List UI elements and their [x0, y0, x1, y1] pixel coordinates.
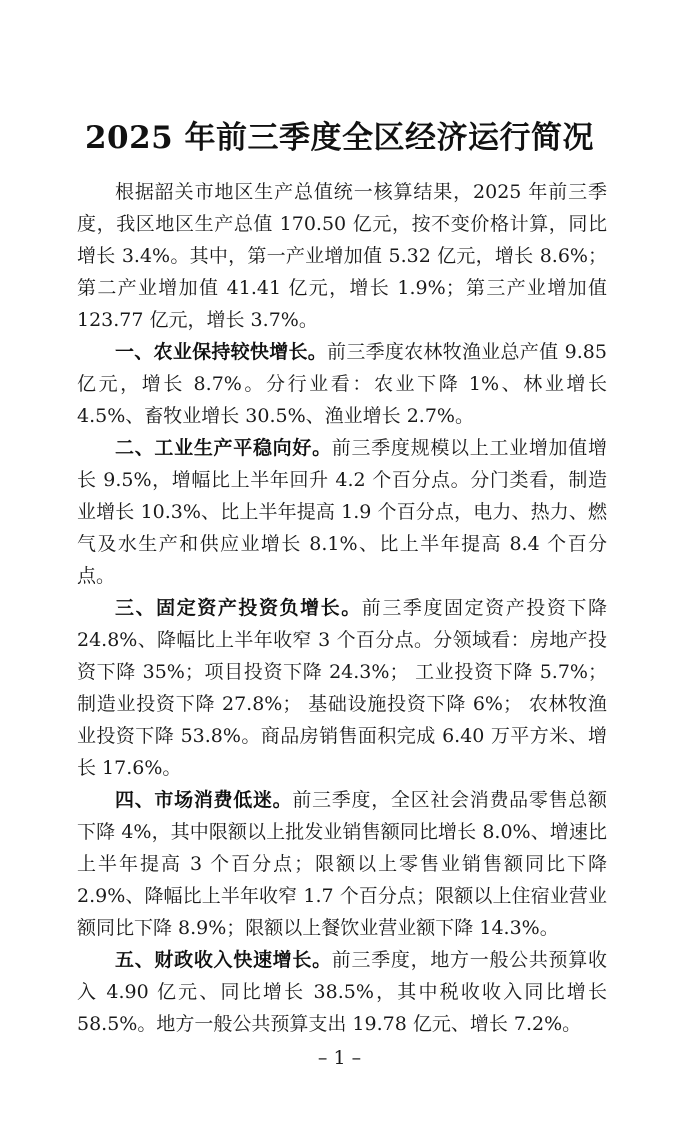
section-heading: 一、农业保持较快增长。	[115, 341, 328, 363]
intro-paragraph: 根据韶关市地区生产总值统一核算结果，2025 年前三季度，我区地区生产总值 170.50 亿元，按不变价格计算，同比增长 3.4%。其中，第一产业增加值 5.32 亿元，增长 8.6%；第二产业增加值 41.41 亿元，增长 1.9%；第三产业增加值 123.77 亿元，增长 3.7%。	[77, 181, 607, 331]
section-heading: 三、固定资产投资负增长。	[115, 597, 362, 619]
page-number: – 1 –	[317, 1047, 362, 1069]
section-fixed-investment	[77, 592, 607, 784]
section-text: 前三季度，地方一般公共预算收入 4.90 亿元、同比增长 38.5%，其中税收收入同比增长 58.5%。地方一般公共预算支出 19.78 亿元、增长 7.2%。	[77, 949, 607, 1035]
section-heading: 五、财政收入快速增长。	[115, 949, 332, 971]
section-heading: 四、市场消费低迷。	[115, 789, 293, 811]
section-consumption	[77, 784, 607, 944]
section-text: 前三季度农林牧渔业总产值 9.85 亿元，增长 8.7%。分行业看：农业下降 1%、林业增长 4.5%、畜牧业增长 30.5%、渔业增长 2.7%。	[77, 341, 607, 427]
section-text: 前三季度规模以上工业增加值增长 9.5%，增幅比上半年回升 4.2 个百分点。分门类看，制造业增长 10.3%、比上半年提高 1.9 个百分点，电力、热力、燃气及水生产和供应业增长 8.1%、比上半年提高 8.4 个百分点。	[77, 437, 607, 587]
section-text: 前三季度，全区社会消费品零售总额下降 4%，其中限额以上批发业销售额同比增长 8.0%、增速比上半年提高 3 个百分点；限额以上零售业销售额同比下降 2.9%、降幅比上半年收窄 1.7 个百分点；限额以上住宿业营业额同比下降 8.9%；限额以上餐饮业营业额下降 14.3%。	[77, 789, 607, 939]
section-heading: 二、工业生产平稳向好。	[115, 437, 332, 459]
section-text: 前三季度固定资产投资下降 24.8%、降幅比上半年收窄 3 个百分点。分领域看：房地产投资下降 35%；项目投资下降 24.3%； 工业投资下降 5.7%；制造业投资下降 27.8%； 基础设施投资下降 6%； 农林牧渔业投资下降 53.8%。商品房销售面积完成 6.40 万平方米、增长 17.6%。	[77, 597, 607, 779]
section-fiscal	[77, 944, 607, 1040]
document-title: 2025 年前三季度全区经济运行简况	[84, 120, 595, 156]
section-industry	[77, 432, 607, 592]
section-agriculture	[77, 336, 607, 432]
document-body	[77, 176, 607, 1040]
